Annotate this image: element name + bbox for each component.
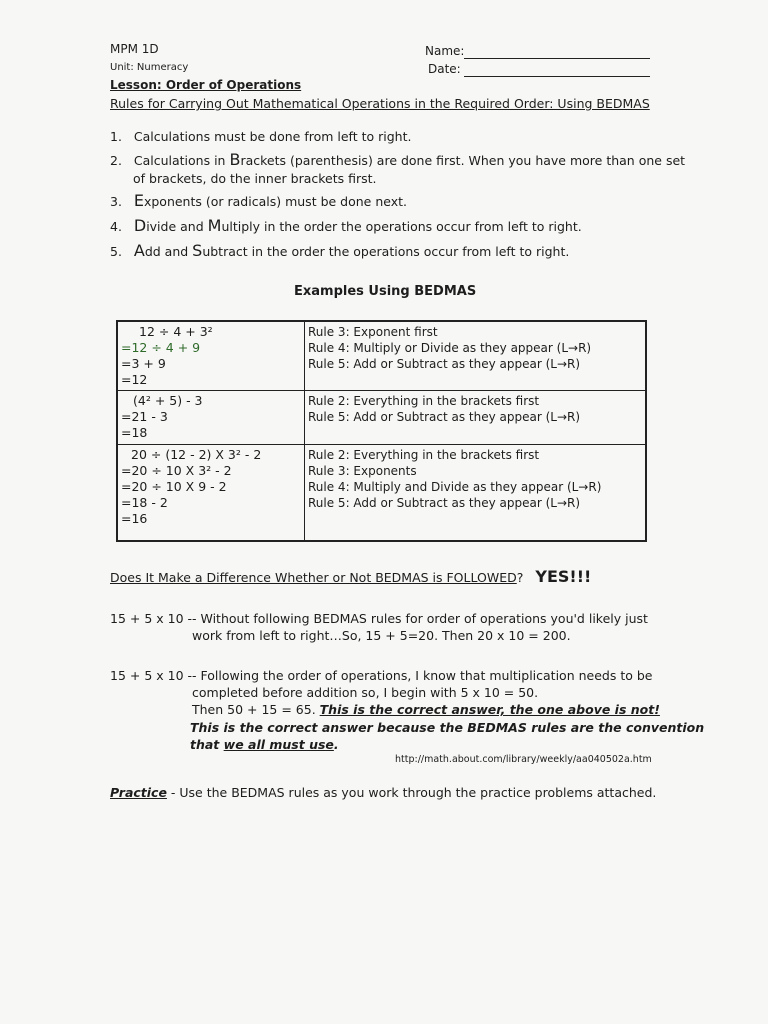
- rule-item-2: [110, 151, 685, 170]
- rule-capital-letter: A: [133, 241, 145, 260]
- question-text: Does It Make a Difference Whether or Not BEDMAS is FOLLOWED: [110, 570, 517, 585]
- practice-text: - Use the BEDMAS rules as you work through the practice problems attached.: [166, 785, 657, 800]
- emphasis-text: This is the correct answer, the one above is not!: [319, 702, 660, 717]
- difference-question: [110, 568, 591, 587]
- math-line: =20 ÷ 10 X 9 - 2: [121, 479, 227, 494]
- examples-heading: Examples Using BEDMAS: [294, 284, 477, 299]
- text: Then 50 + 15 = 65.: [192, 702, 320, 717]
- rule-note: Rule 5: Add or Subtract as they appear (L→R): [308, 496, 581, 510]
- paragraph-without-bedmas-line-1: 15 + 5 x 10 -- Without following BEDMAS rules for order of operations you'd likely just: [110, 611, 648, 626]
- name-blank: [464, 58, 650, 59]
- rule-item-5: [110, 242, 569, 261]
- math-line: =21 - 3: [121, 409, 168, 424]
- practice-label: Practice: [110, 785, 167, 800]
- question-mark: ?: [516, 570, 524, 585]
- course-code: MPM 1D: [110, 42, 159, 56]
- rule-text: rackets (parenthesis) are done first. When you have more than one set: [240, 153, 686, 168]
- paragraph-with-bedmas-line-3: [192, 701, 660, 719]
- math-line: =16: [121, 511, 148, 526]
- math-line: 20 ÷ (12 - 2) X 3² - 2: [131, 447, 262, 462]
- paragraph-with-bedmas-line-2: completed before addition so, I begin with 5 x 10 = 50.: [192, 685, 539, 700]
- table-row: [117, 445, 646, 541]
- math-line: (4² + 5) - 3: [133, 393, 203, 408]
- example-math-cell: [117, 391, 305, 445]
- text: .: [333, 737, 339, 752]
- paragraph-with-bedmas-line-4: This is the correct answer because the BEDMAS rules are the convention: [190, 720, 705, 735]
- rule-note: Rule 3: Exponent first: [308, 325, 438, 339]
- rule-capital-letter: D: [133, 216, 147, 235]
- rule-note: Rule 2: Everything in the brackets first: [308, 448, 540, 462]
- rule-note: Rule 5: Add or Subtract as they appear (L→R): [308, 357, 581, 371]
- example-rules-cell: [305, 391, 647, 445]
- rule-item-4: [110, 217, 582, 236]
- rule-capital-letter: M: [207, 216, 222, 235]
- math-line: =20 ÷ 10 X 3² - 2: [121, 463, 232, 478]
- rule-text-prefix: Calculations in: [133, 153, 230, 168]
- rule-number: 5.: [110, 244, 122, 259]
- rule-number: 2.: [110, 153, 122, 168]
- rule-text: ubtract in the order the operations occur from left to right.: [202, 244, 570, 259]
- rule-text: Calculations must be done from left to right.: [133, 129, 412, 144]
- rule-note: Rule 4: Multiply and Divide as they appear (L→R): [308, 480, 602, 494]
- rule-item-3: [110, 192, 407, 211]
- math-line: 12 ÷ 4 + 3²: [139, 324, 213, 339]
- rule-text: ivide and: [146, 219, 208, 234]
- table-row: [117, 321, 646, 391]
- paragraph-with-bedmas-line-5: [190, 736, 339, 754]
- text: that: [190, 737, 224, 752]
- rule-text: dd and: [144, 244, 193, 259]
- source-link[interactable]: http://math.about.com/library/weekly/aa040502a.htm: [395, 754, 652, 765]
- unit-label: Unit: Numeracy: [110, 62, 189, 73]
- example-rules-cell: [305, 445, 647, 541]
- rule-note: Rule 3: Exponents: [308, 464, 417, 478]
- answer-yes: YES!!!: [535, 567, 592, 586]
- math-line: =12: [121, 372, 148, 387]
- rule-capital-letter: E: [133, 191, 144, 210]
- rule-item-1: [110, 128, 411, 146]
- rule-capital-letter: S: [192, 241, 203, 260]
- rule-number: 4.: [110, 219, 122, 234]
- rule-text: ultiply in the order the operations occur from left to right.: [221, 219, 582, 234]
- rule-text: xponents (or radicals) must be done next.: [143, 194, 407, 209]
- emphasis-text: we all must use: [223, 737, 334, 752]
- math-line: =3 + 9: [121, 356, 166, 371]
- rule-item-2-continuation: of brackets, do the inner brackets first.: [133, 171, 377, 186]
- page-subtitle: Rules for Carrying Out Mathematical Operations in the Required Order: Using BEDMAS: [110, 96, 650, 111]
- math-line: =18: [121, 425, 148, 440]
- rule-number: 3.: [110, 194, 122, 209]
- date-label: Date:: [428, 62, 461, 76]
- practice-instruction: [110, 784, 656, 802]
- rule-capital-letter: B: [229, 150, 241, 169]
- table-row: [117, 391, 646, 445]
- rule-note: Rule 2: Everything in the brackets first: [308, 394, 540, 408]
- example-math-cell: [117, 321, 305, 391]
- lesson-title: Lesson: Order of Operations: [110, 78, 302, 92]
- paragraph-with-bedmas-line-1: 15 + 5 x 10 -- Following the order of operations, I know that multiplication needs to be: [110, 668, 653, 683]
- example-math-cell: [117, 445, 305, 541]
- math-line: =12 ÷ 4 + 9: [121, 340, 201, 355]
- example-rules-cell: [305, 321, 647, 391]
- examples-table: [116, 320, 647, 542]
- rule-note: Rule 4: Multiply or Divide as they appear (L→R): [308, 341, 592, 355]
- rule-number: 1.: [110, 129, 122, 144]
- rule-note: Rule 5: Add or Subtract as they appear (L→R): [308, 410, 581, 424]
- date-blank: [464, 76, 650, 77]
- math-line: =18 - 2: [121, 495, 168, 510]
- name-label: Name:: [425, 44, 465, 58]
- paragraph-without-bedmas-line-2: work from left to right…So, 15 + 5=20. Then 20 x 10 = 200.: [192, 628, 571, 643]
